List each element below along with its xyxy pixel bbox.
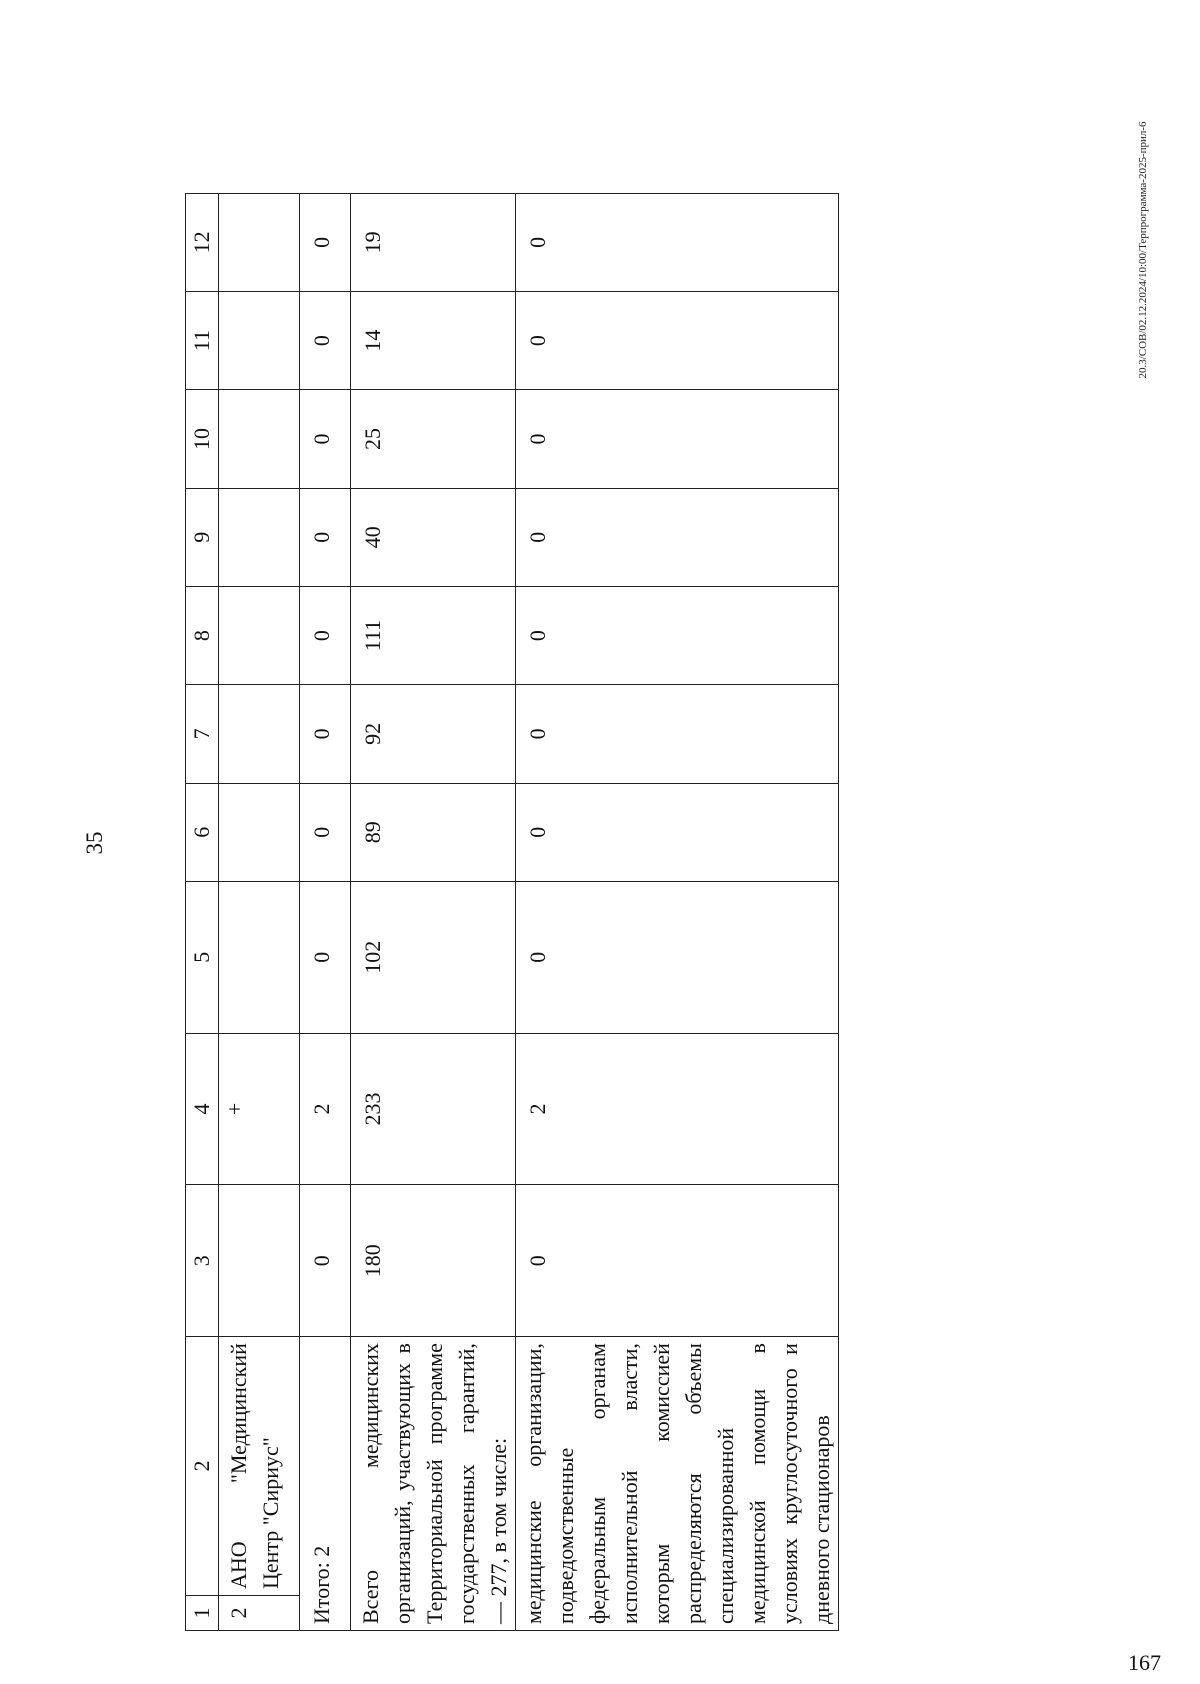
value-cell: 0 <box>516 1185 839 1337</box>
value-cell: 40 <box>351 488 516 586</box>
value-cell: 2 <box>300 1033 351 1185</box>
value-cell: 0 <box>300 390 351 488</box>
value-cell: 25 <box>351 390 516 488</box>
value-cell: 0 <box>516 390 839 488</box>
header-cell: 11 <box>186 291 219 389</box>
table-row <box>516 92 839 1631</box>
table-row <box>219 92 300 1631</box>
header-cell: 9 <box>186 488 219 586</box>
value-cell: 0 <box>516 488 839 586</box>
header-cell: 10 <box>186 390 219 488</box>
value-cell: 0 <box>300 881 351 1033</box>
header-cell: 12 <box>186 193 219 291</box>
value-cell: + <box>219 1033 300 1185</box>
summary-label: Всего медицинских организаций, участвующих в Территориальной программе государственных гарантий, — 277, в том числе: <box>351 1337 516 1631</box>
rotated-table-container <box>185 91 834 1631</box>
value-cell <box>219 685 300 783</box>
value-cell: 0 <box>300 586 351 684</box>
value-cell: 233 <box>351 1033 516 1185</box>
value-cell <box>219 1185 300 1337</box>
value-cell: 0 <box>300 783 351 881</box>
value-cell: 0 <box>516 783 839 881</box>
value-cell: 0 <box>300 488 351 586</box>
header-cell: 3 <box>186 1185 219 1337</box>
value-cell: 2 <box>516 1033 839 1185</box>
value-cell: 89 <box>351 783 516 881</box>
value-cell: 0 <box>516 586 839 684</box>
data-table <box>185 91 839 1631</box>
value-cell <box>219 783 300 881</box>
header-cell: 1 <box>186 1596 218 1631</box>
page-number-bottom: 167 <box>1128 1650 1161 1675</box>
value-cell: 180 <box>351 1185 516 1337</box>
header-cell <box>186 1337 219 1631</box>
value-cell: 19 <box>351 193 516 291</box>
table-row <box>351 92 516 1631</box>
table-row <box>300 92 351 1631</box>
value-cell: 0 <box>516 291 839 389</box>
value-cell: 0 <box>516 881 839 1033</box>
value-cell: 14 <box>351 291 516 389</box>
row-index: 2 <box>219 1596 299 1631</box>
value-cell <box>219 291 300 389</box>
header-cell: 7 <box>186 685 219 783</box>
header-cell: 2 <box>189 1460 214 1472</box>
value-cell: 0 <box>516 685 839 783</box>
row-label-cell <box>219 1337 300 1631</box>
document-code: 20.3/СОВ/02.12.2024/10:00/Терпрограмма-2025-прил-6 <box>1137 121 1149 379</box>
value-cell <box>219 193 300 291</box>
value-cell <box>219 881 300 1033</box>
value-cell: 0 <box>300 685 351 783</box>
organization-name: АНО "Медицинский Центр "Сириус" <box>226 1343 283 1589</box>
row-label-subcell <box>219 1337 299 1630</box>
header-cell: 5 <box>186 881 219 1033</box>
header-cell: 4 <box>186 1033 219 1185</box>
value-cell: 0 <box>300 1185 351 1337</box>
header-cell: 8 <box>186 586 219 684</box>
header-cell: 6 <box>186 783 219 881</box>
value-cell: 0 <box>300 291 351 389</box>
header-subcell <box>186 1337 218 1630</box>
value-cell: 111 <box>351 586 516 684</box>
value-cell: 92 <box>351 685 516 783</box>
value-cell: 102 <box>351 881 516 1033</box>
page-number-top: 35 <box>82 831 107 855</box>
subgroup-label: медицинские организации, подведомственные федеральным органам исполнительной власти, которым комиссией распределяются объемы специализированной медицинской помощи в условиях круглосуточного и дневного стационаров <box>516 1337 839 1631</box>
value-cell <box>219 488 300 586</box>
table-header-row <box>186 92 219 1631</box>
value-cell: 0 <box>300 193 351 291</box>
value-cell: 0 <box>516 193 839 291</box>
total-label: Итого: 2 <box>300 1337 351 1631</box>
value-cell <box>219 390 300 488</box>
value-cell <box>219 586 300 684</box>
